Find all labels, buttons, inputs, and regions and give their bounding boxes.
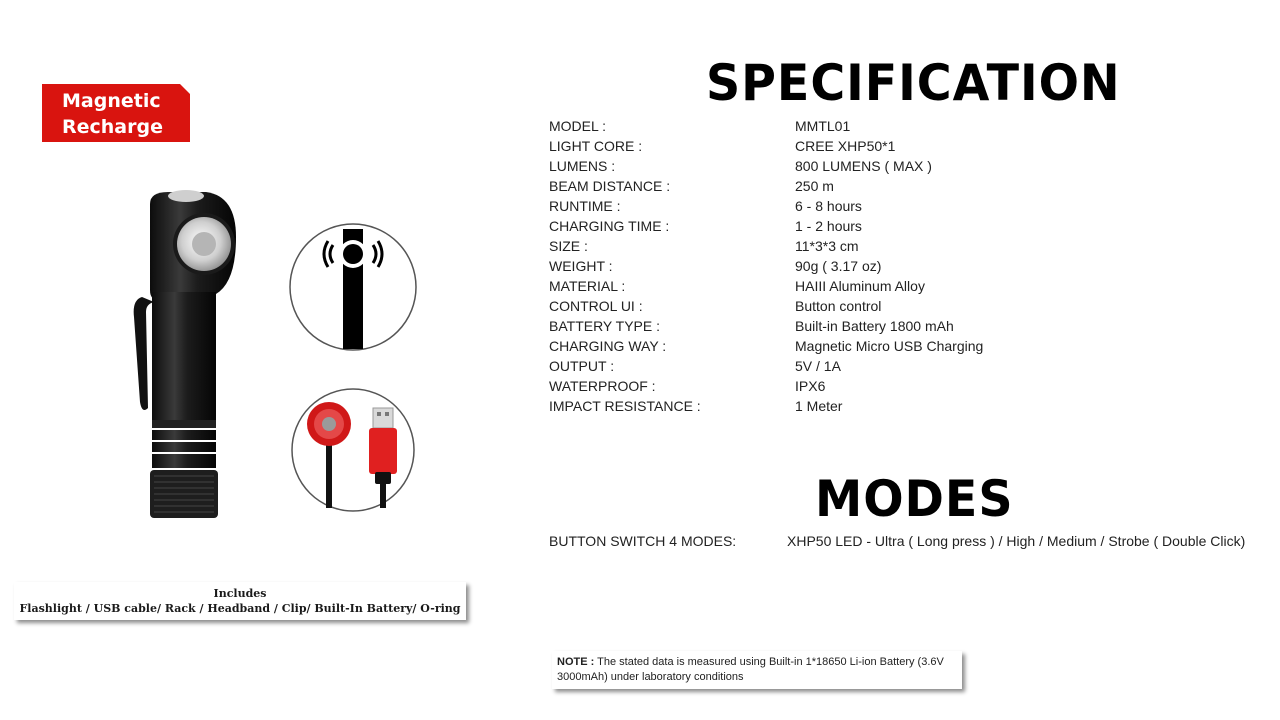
spec-label: IMPACT RESISTANCE : [549,398,701,414]
badge-line-2: Recharge [62,116,163,138]
spec-label: BEAM DISTANCE : [549,178,671,194]
includes-box [14,582,466,620]
spec-value: 90g ( 3.17 oz) [795,258,882,274]
flashlight-product-image [128,182,240,527]
usb-cable-detail-circle [289,386,417,514]
modes-heading: MODES [815,470,1014,528]
specification-heading: SPECIFICATION [706,54,1121,112]
button-detail-circle [287,221,419,353]
spec-value: Magnetic Micro USB Charging [795,338,984,354]
spec-value: Button control [795,298,882,314]
spec-label: SIZE : [549,238,588,254]
includes-title: Includes [213,587,267,600]
note-box [552,651,962,689]
spec-label: CONTROL UI : [549,298,643,314]
spec-label: LUMENS : [549,158,616,174]
spec-label: CHARGING TIME : [549,218,670,234]
spec-label: OUTPUT : [549,358,615,374]
includes-items: Flashlight / USB cable/ Rack / Headband / Clip/ Built-In Battery/ O-ring [19,602,461,615]
spec-value: CREE XHP50*1 [795,138,896,154]
spec-value: IPX6 [795,378,826,394]
spec-label: WEIGHT : [549,258,613,274]
spec-value: 250 m [795,178,834,194]
modes-label: BUTTON SWITCH 4 MODES: [549,533,737,549]
spec-value: HAIII Aluminum Alloy [795,278,925,294]
spec-value: 1 Meter [795,398,843,414]
spec-value: Built-in Battery 1800 mAh [795,318,954,334]
spec-label: BATTERY TYPE : [549,318,661,334]
spec-label: CHARGING WAY : [549,338,667,354]
spec-label: WATERPROOF : [549,378,656,394]
modes-value: XHP50 LED - Ultra ( Long press ) / High / Medium / Strobe ( Double Click) [787,533,1246,549]
spec-label: RUNTIME : [549,198,621,214]
spec-value: MMTL01 [795,118,851,134]
spec-label: LIGHT CORE : [549,138,643,154]
spec-value: 800 LUMENS ( MAX ) [795,158,932,174]
spec-label: MODEL : [549,118,607,134]
note-prefix: NOTE : [557,656,595,668]
spec-value: 5V / 1A [795,358,841,374]
spec-label: MATERIAL : [549,278,626,294]
spec-value: 11*3*3 cm [795,238,859,254]
magnetic-recharge-badge [42,84,190,142]
note-text: The stated data is measured using Built-in 1*18650 Li-ion Battery (3.6V 3000mAh) under laboratory conditions [557,656,944,683]
badge-corner-cut [180,84,190,94]
spec-value: 1 - 2 hours [795,218,862,234]
badge-line-1: Magnetic [62,90,161,112]
spec-value: 6 - 8 hours [795,198,862,214]
